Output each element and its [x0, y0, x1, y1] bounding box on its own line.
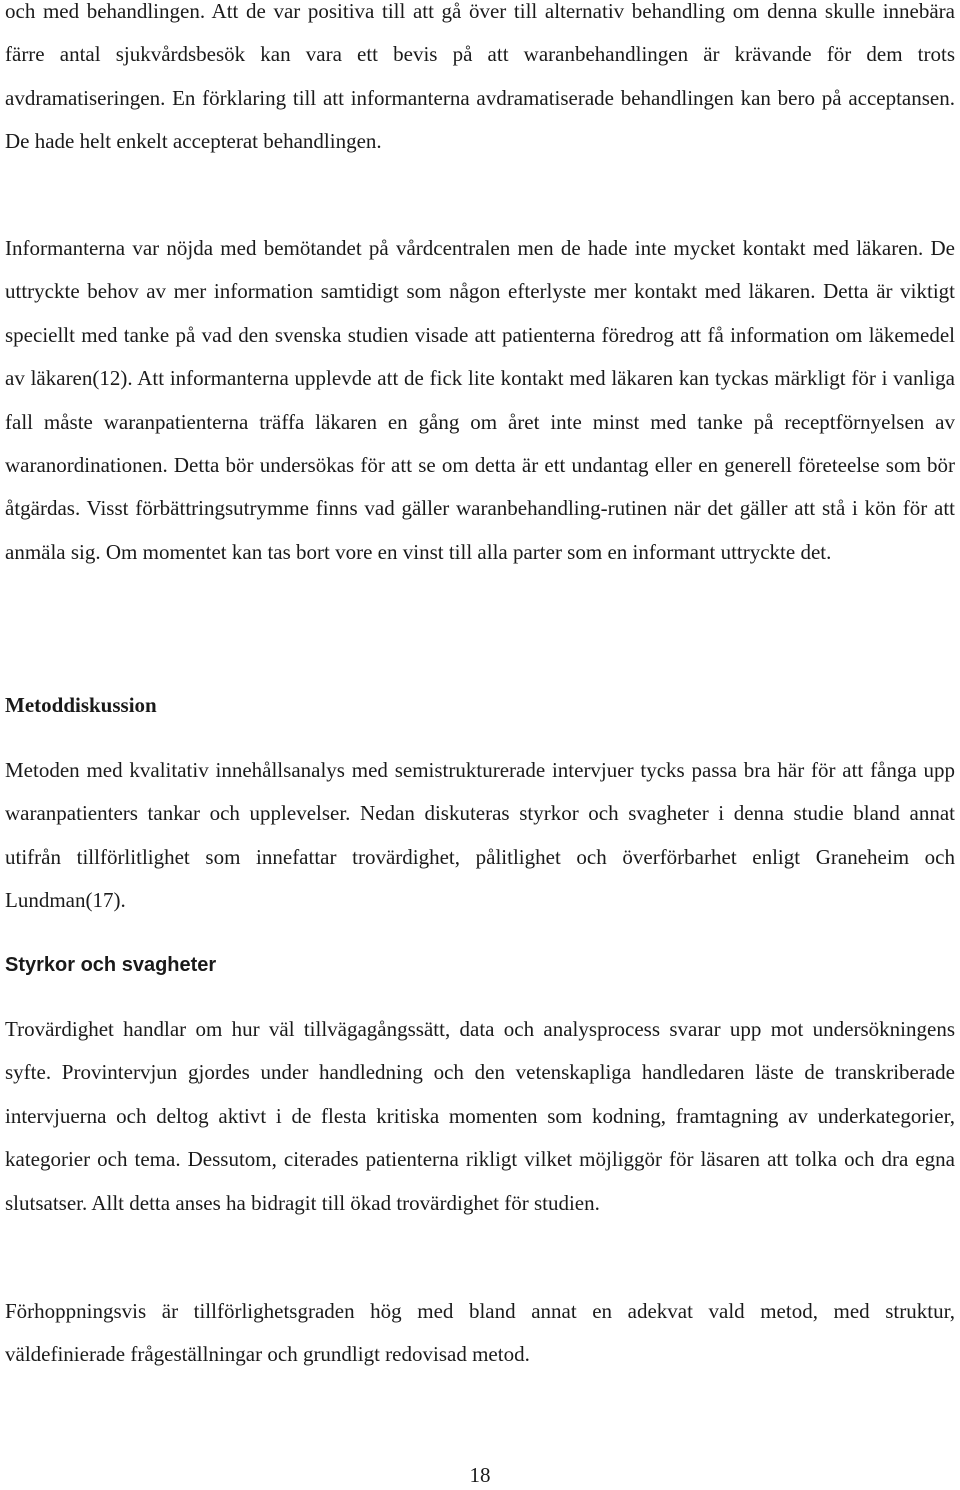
page-number: 18 — [469, 1463, 491, 1487]
paragraph-reliability: Förhoppningsvis är tillförlighetsgraden hög med bland annat en adekvat vald metod, med struktur, väldefinierade frågeställningar och grundligt redovisad metod. — [5, 1299, 955, 1367]
heading-strengths-weaknesses: Styrkor och svagheter — [5, 954, 217, 976]
paragraph-credibility: Trovärdighet handlar om hur väl tillvägagångssätt, data och analysprocess svarar upp mot undersökningens syfte. Provintervjun gjordes under handledning och den vetenskapliga handledaren läste de transkriberade intervjuerna och deltog aktivt i de flesta kritiska momenten som kodning, framtagning av underkategorier, kategorier och tema. Dessutom, citerades patienterna rikligt vilket möjliggör för läsaren att tolka och dra egna slutsatser. Allt detta anses ha bidragit till ökad trovärdighet för studien. — [5, 1017, 955, 1215]
paragraph-method-discussion: Metoden med kvalitativ innehållsanalys med semistrukturerade intervjuer tycks passa bra här för att fånga upp waranpatienters tankar och upplevelser. Nedan diskuteras styrkor och svagheter i denna studie bland annat utifrån tillförlitlighet som innefattar trovärdighet, pålitlighet och överförbarhet enligt Graneheim och Lundman(17). — [5, 758, 955, 913]
paragraph-physician-contact: Informanterna var nöjda med bemötandet på vårdcentralen men de hade inte mycket kontakt med läkaren. De uttryckte behov av mer information samtidigt som någon efterlyste mer kontakt med läkaren. Detta är viktigt speciellt med tanke på vad den svenska studien visade att patienterna föredrog att få information om läkemedel av läkaren(12). Att informanterna upplevde att de fick lite kontakt med läkaren kan tyckas märkligt för i vanliga fall måste waranpatienterna träffa läkaren en gång om året inte minst med tanke på receptförnyelsen av waranordinationen. Detta bör undersökas för att se om detta är ett undantag eller en generell företeelse som bör åtgärdas. Visst förbättringsutrymme finns vad gäller waranbehandling-rutinen när det gäller att stå i kön för att anmäla sig. Om momentet kan tas bort vore en vinst till alla parter som en informant uttryckte det. — [5, 236, 955, 564]
heading-method-discussion: Metoddiskussion — [5, 693, 157, 717]
paragraph-treatment-acceptance: och med behandlingen. Att de var positiva till att gå över till alternativ behandling om denna skulle innebära färre antal sjukvårdsbesök kan vara ett bevis på att waranbehandlingen är krävande för dem trots avdramatiseringen. En förklaring till att informanterna avdramatiserade behandlingen kan bero på acceptansen. De hade helt enkelt accepterat behandlingen. — [5, 0, 955, 154]
